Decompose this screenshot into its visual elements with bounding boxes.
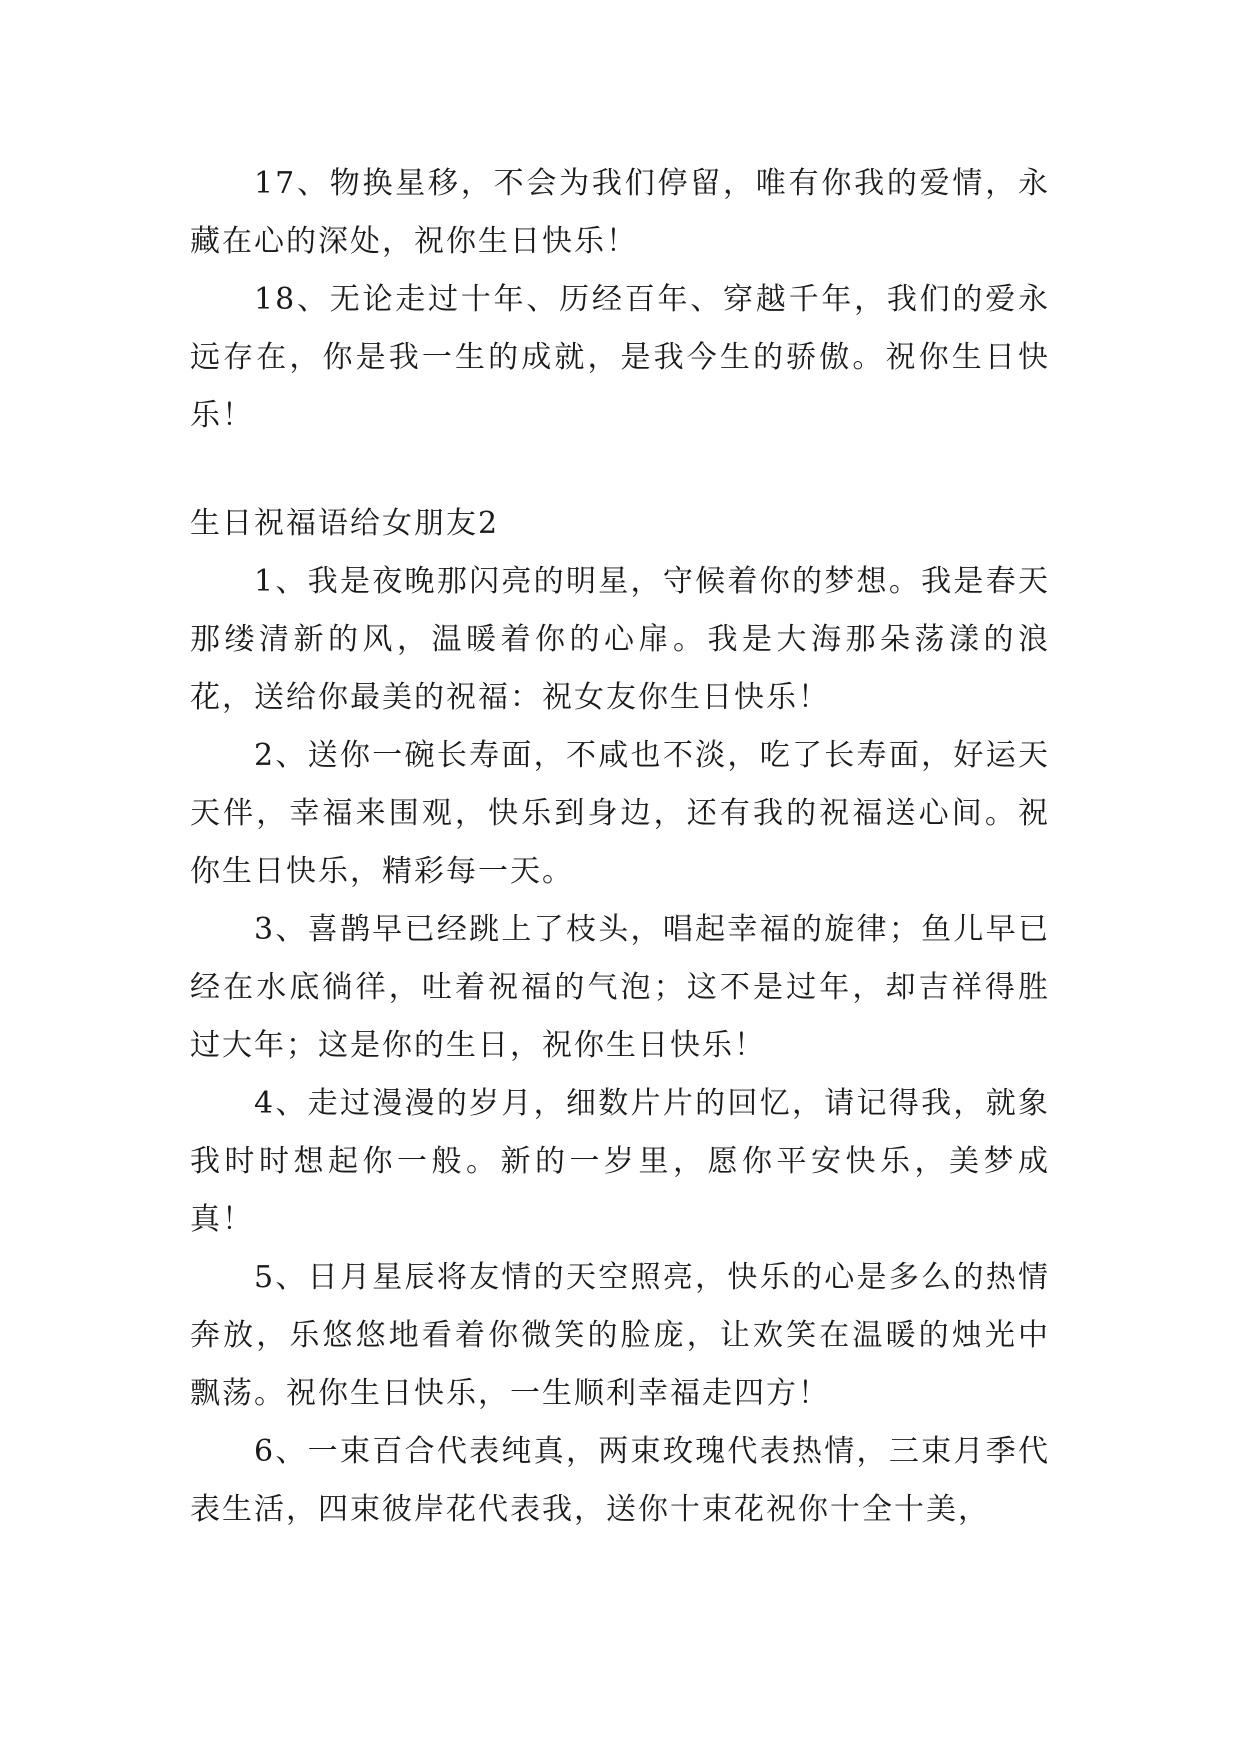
paragraph-5: 5、日月星辰将友情的天空照亮，快乐的心是多么的热情奔放，乐悠悠地看着你微笑的脸庞，让欢笑在温暖的烛光中飘荡。祝你生日快乐，一生顺利幸福走四方！: [190, 1260, 1050, 1411]
paragraph-3: 3、喜鹊早已经跳上了枝头，唱起幸福的旋律；鱼儿早已经在水底徜徉，吐着祝福的气泡；这不是过年，却吉祥得胜过大年；这是你的生日，祝你生日快乐！: [190, 912, 1050, 1063]
paragraph-4: 4、走过漫漫的岁月，细数片片的回忆，请记得我，就象我时时想起你一般。新的一岁里，愿你平安快乐，美梦成真！: [190, 1086, 1050, 1237]
section-title: 生日祝福语给女朋友2: [190, 506, 500, 541]
document-body: [190, 155, 1050, 1539]
paragraph-2: 2、送你一碗长寿面，不咸也不淡，吃了长寿面，好运天天伴，幸福来围观，快乐到身边，还有我的祝福送心间。祝你生日快乐，精彩每一天。: [190, 738, 1050, 889]
paragraph-6: 6、一束百合代表纯真，两束玫瑰代表热情，三束月季代表生活，四束彼岸花代表我，送你十束花祝你十全十美，: [190, 1434, 1050, 1527]
paragraph-1: 1、我是夜晚那闪亮的明星，守候着你的梦想。我是春天那缕清新的风，温暖着你的心扉。我是大海那朵荡漾的浪花，送给你最美的祝福：祝女友你生日快乐！: [190, 564, 1050, 715]
paragraph-18: 18、无论走过十年、历经百年、穿越千年，我们的爱永远存在，你是我一生的成就，是我今生的骄傲。祝你生日快乐！: [190, 282, 1050, 433]
paragraph-17: 17、物换星移，不会为我们停留，唯有你我的爱情，永藏在心的深处，祝你生日快乐！: [190, 166, 1050, 259]
